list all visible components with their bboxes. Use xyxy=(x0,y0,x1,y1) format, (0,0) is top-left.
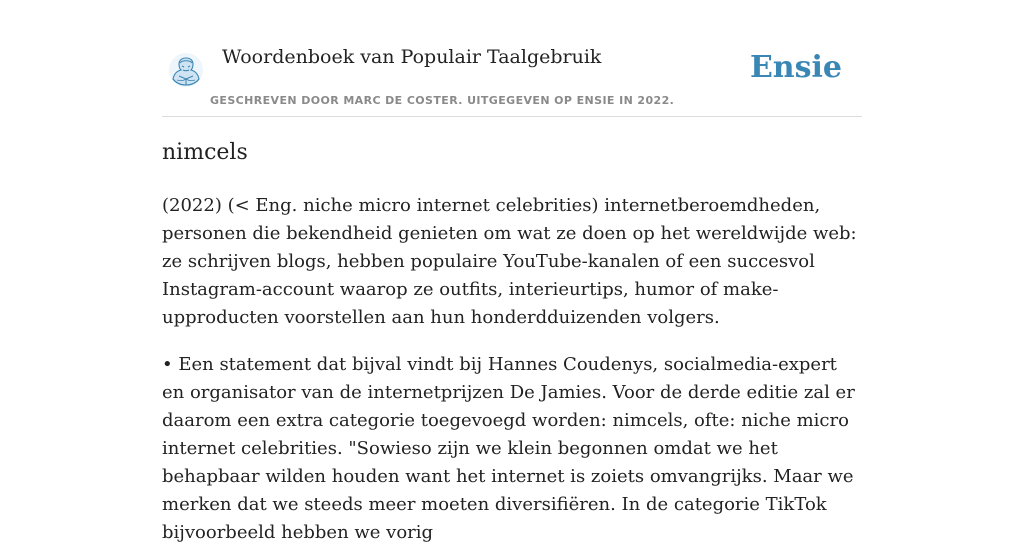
book-title[interactable]: Woordenboek van Populair Taalgebruik xyxy=(222,46,602,68)
author-portrait-icon[interactable] xyxy=(168,52,204,88)
byline: GESCHREVEN DOOR MARC DE COSTER. UITGEGEVEN OP ENSIE IN 2022. xyxy=(210,94,675,107)
ensie-logo[interactable]: Ensie xyxy=(749,50,842,85)
entry-quote: • Een statement dat bijval vindt bij Hannes Coudenys, socialmedia-expert en organisator van de internetprijzen De Jamies. Voor de derde editie zal er daarom een extra categorie toegevoegd worden: nimcels, ofte: niche micro internet celebrities. "Sowieso zijn we klein begonnen omdat we het behapbaar wilden houden want het internet is zoiets omvangrijks. Maar we merken dat we steeds meer moeten diversifiëren. In de categorie TikTok bijvoorbeeld hebben we vorig xyxy=(162,354,855,543)
page-container xyxy=(162,0,862,543)
header xyxy=(162,0,862,117)
entry-definition: (2022) (< Eng. niche micro internet celebrities) internetberoemdheden, personen die bekendheid genieten om wat ze doen op het wereldwijde web: ze schrijven blogs, hebben populaire YouTube-kanalen of een succesvol Instagram-account waarop ze outfits, interieurtips, humor of make-upproducten voorstellen aan hun honderdduizenden volgers. xyxy=(162,195,857,328)
entry-headword: nimcels xyxy=(162,140,248,165)
